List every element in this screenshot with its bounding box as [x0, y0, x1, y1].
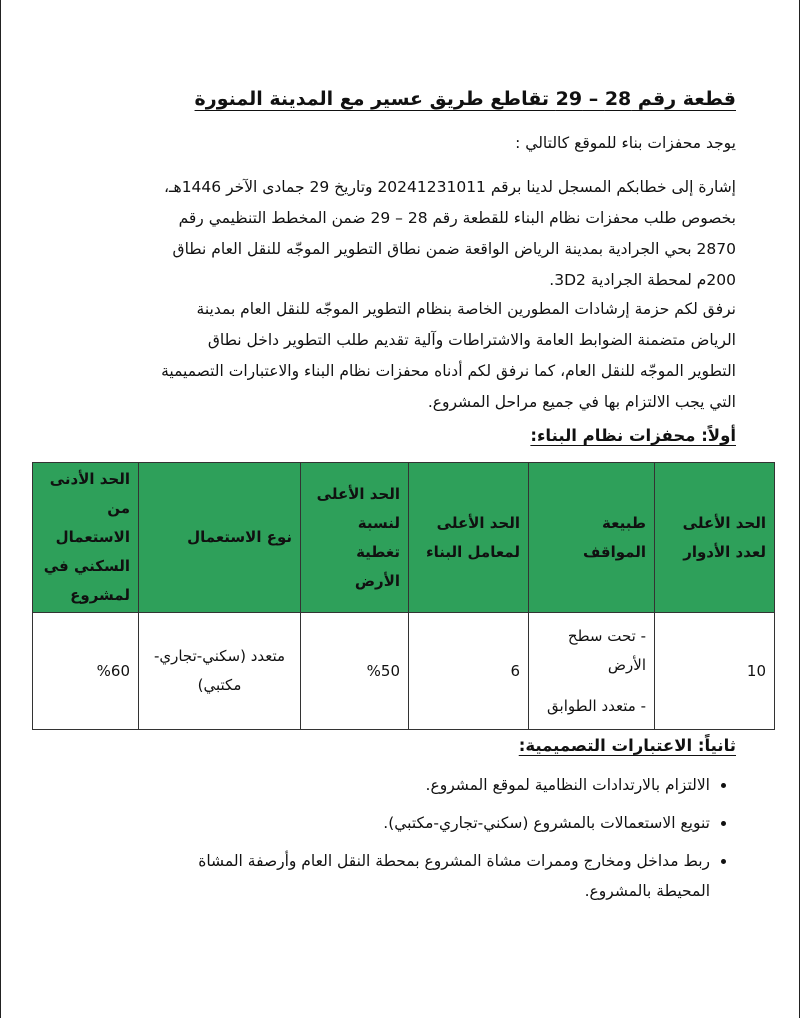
document-title: قطعة رقم 28 – 29 تقاطع طريق عسير مع المدينة المنورة: [194, 88, 736, 110]
cell-max-floors: 10: [655, 613, 775, 730]
design-considerations-list: [50, 770, 736, 914]
paragraph-line: التي يجب الالتزام بها في جميع مراحل المشروع.: [427, 393, 736, 411]
parking-option: - تحت سطح الأرض: [567, 626, 646, 674]
section-heading-design: ثانياً: الاعتبارات التصميمية:: [518, 736, 736, 755]
incentives-table: [32, 462, 775, 730]
list-item-text: • الالتزام بالارتدادات النظامية لموقع المشروع.: [425, 776, 710, 794]
list-item-text: • تنويع الاستعمالات بالمشروع (سكني-تجاري-مكتبي).: [383, 814, 710, 832]
header-min-residential: الحد الأدنى من الاستعمال السكني في لمشروع: [33, 463, 139, 613]
paragraph-attachment: [56, 294, 736, 418]
table-header-row: [33, 463, 775, 613]
list-item: [50, 770, 710, 800]
paragraph-line: التطوير الموجّه للنقل العام، كما نرفق لكم أدناه محفزات نظام البناء والاعتبارات التصميمية: [161, 362, 736, 380]
list-item: [50, 846, 710, 906]
cell-parking-type: [529, 613, 655, 730]
paragraph-line: بخصوص طلب محفزات نظام البناء للقطعة رقم 28 – 29 ضمن المخطط التنظيمي رقم: [178, 209, 736, 227]
paragraph-line: نرفق لكم حزمة إرشادات المطورين الخاصة بنظام التطوير الموجّه للنقل العام بمدينة: [196, 300, 736, 318]
list-item-text: • ربط مداخل ومخارج وممرات مشاة المشروع بمحطة النقل العام وأرصفة المشاة: [198, 852, 710, 870]
paragraph-line: الرياض متضمنة الضوابط العامة والاشتراطات وآلية تقديم طلب التطوير داخل نطاق: [207, 331, 736, 349]
paragraph-line: 2870 بحي الجرادية بمدينة الرياض الواقعة ضمن نطاق التطوير الموجّه للنقل العام نطاق: [172, 240, 736, 258]
paragraph-line: إشارة إلى خطابكم المسجل لدينا برقم 20241231011 وتاريخ 29 جمادى الآخر 1446هـ،: [163, 178, 736, 196]
header-max-floors: الحد الأعلى لعدد الأدوار: [655, 463, 775, 613]
cell-max-far: 6: [409, 613, 529, 730]
cell-use-type: متعدد (سكني-تجاري-مكتبي): [139, 613, 301, 730]
header-use-type: نوع الاستعمال: [139, 463, 301, 613]
cell-max-coverage: %50: [301, 613, 409, 730]
paragraph-reference: [56, 172, 736, 296]
parking-option: - متعدد الطوابق: [547, 696, 646, 715]
paragraph-line: 200م لمحطة الجرادية 3D2.: [549, 271, 736, 289]
table-row: [33, 613, 775, 730]
header-max-coverage: الحد الأعلى لنسبة تغطية الأرض: [301, 463, 409, 613]
header-max-far: الحد الأعلى لمعامل البناء: [409, 463, 529, 613]
list-item-text: المحيطة بالمشروع.: [584, 882, 710, 900]
list-item: [50, 808, 710, 838]
cell-min-residential: %60: [33, 613, 139, 730]
header-parking-type: طبيعة المواقف: [529, 463, 655, 613]
section-heading-incentives: أولاً: محفزات نظام البناء:: [530, 426, 736, 445]
intro-line: يوجد محفزات بناء للموقع كالتالي :: [515, 134, 736, 152]
